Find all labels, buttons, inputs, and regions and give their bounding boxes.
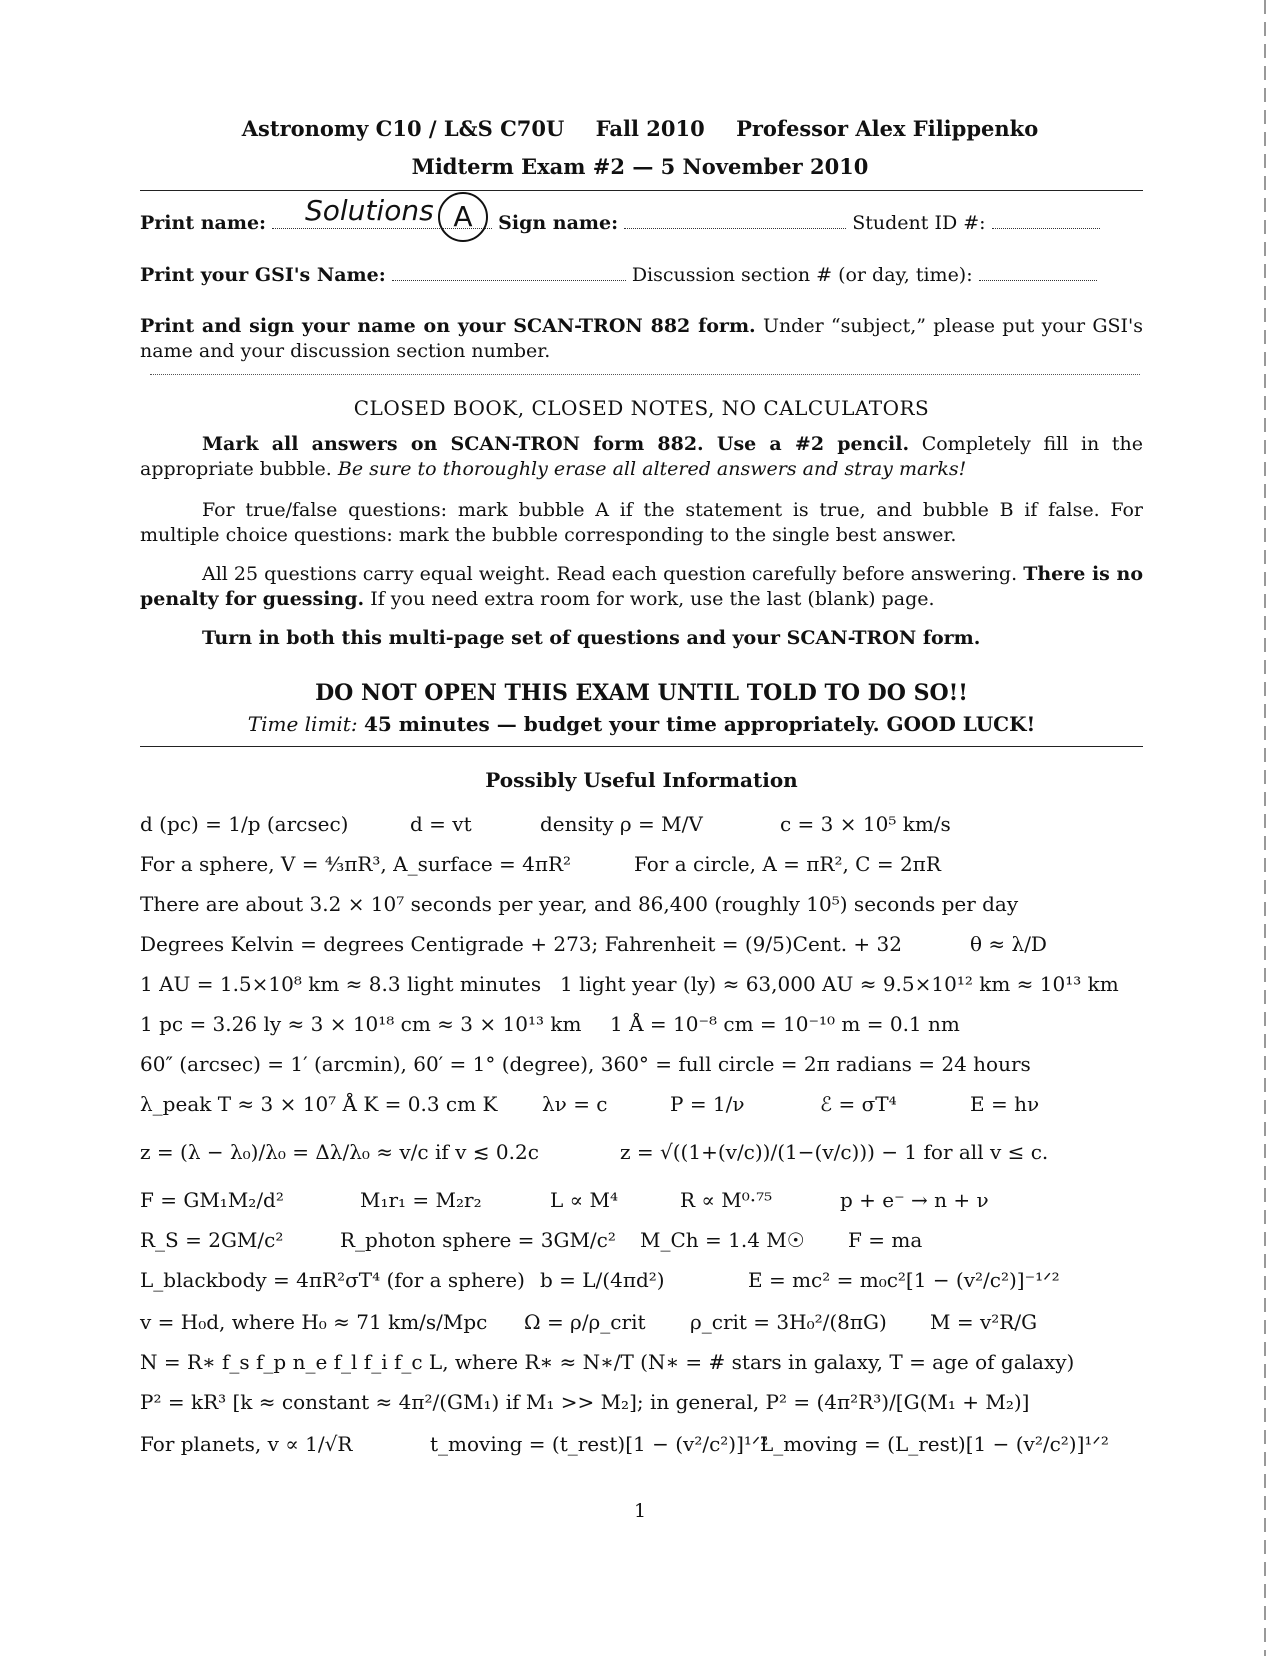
- section-field[interactable]: [979, 264, 1097, 281]
- eq: 1 Å = 10⁻⁸ cm = 10⁻¹⁰ m = 0.1 nm: [610, 1012, 960, 1036]
- weight-b: If you need extra room for work, use the last (blank) page.: [370, 588, 935, 610]
- eq: λ_peak T ≈ 3 × 10⁷ Å K = 0.3 cm K: [140, 1092, 498, 1116]
- eq: M_Ch = 1.4 M☉: [640, 1228, 805, 1252]
- scantron-instruction: [140, 314, 1143, 364]
- eq: L ∝ M⁴: [550, 1188, 619, 1212]
- sign-name-label: Sign name:: [498, 212, 619, 234]
- true-false-instruction: [140, 498, 1143, 548]
- do-not-open-warning: DO NOT OPEN THIS EXAM UNTIL TOLD TO DO SO!!: [315, 680, 968, 706]
- eq: 1 pc = 3.26 ly ≈ 3 × 10¹⁸ cm ≈ 3 × 10¹³ km: [140, 1012, 582, 1036]
- eq: L_moving = (L_rest)[1 − (v²/c²)]¹ᐟ²: [760, 1432, 1109, 1456]
- eq: t_moving = (t_rest)[1 − (v²/c²)]¹ᐟ²: [430, 1432, 769, 1456]
- mark-instruction: [140, 432, 1143, 482]
- eq: z = (λ − λ₀)/λ₀ = Δλ/λ₀ ≈ v/c if v ≲ 0.2c: [140, 1140, 539, 1164]
- eq: For a sphere, V = ⁴⁄₃πR³, A_surface = 4πR²: [140, 852, 572, 876]
- student-id-field[interactable]: [992, 212, 1100, 229]
- mark-italic: Be sure to thoroughly erase all altered answers and stray marks!: [337, 458, 967, 480]
- eq: F = ma: [848, 1228, 923, 1252]
- closed-book-notice: CLOSED BOOK, CLOSED NOTES, NO CALCULATORS: [353, 396, 930, 420]
- eq: θ ≈ λ/D: [970, 932, 1047, 956]
- eq: R_S = 2GM/c²: [140, 1228, 284, 1252]
- eq: E = hν: [970, 1092, 1040, 1116]
- eq: v = H₀d, where H₀ ≈ 71 km/s/Mpc: [140, 1310, 488, 1334]
- scantron-bold: Print and sign your name on your SCAN-TRON 882 form.: [140, 315, 756, 337]
- sign-name-field[interactable]: [624, 212, 846, 229]
- useful-info-title: Possibly Useful Information: [485, 768, 798, 792]
- professor: Professor Alex Filippenko: [736, 116, 1039, 141]
- eq: 60″ (arcsec) = 1′ (arcmin), 60′ = 1° (degree), 360° = full circle = 2π radians = 24 hours: [140, 1052, 1031, 1076]
- student-id-label: Student ID #:: [852, 212, 986, 234]
- print-name-label: Print name:: [140, 212, 267, 234]
- eq: M₁r₁ = M₂r₂: [360, 1188, 482, 1212]
- handwritten-name: Solutions: [305, 194, 434, 227]
- course-name: Astronomy C10 / L&S C70U: [241, 116, 565, 141]
- term: Fall 2010: [595, 116, 705, 141]
- eq: λν = c: [542, 1092, 608, 1116]
- mark-bold: Mark all answers on SCAN-TRON form 882. Use a #2 pencil.: [202, 433, 910, 455]
- course-header: [140, 116, 1140, 141]
- section-label: Discussion section # (or day, time):: [631, 264, 973, 286]
- eq: L_blackbody = 4πR²σT⁴ (for a sphere): [140, 1268, 525, 1292]
- eq: P² = kR³ [k ≈ constant ≈ 4π²/(GM₁) if M₁ >> M₂]; in general, P² = (4π²R³)/[G(M₁ + M₂)]: [140, 1390, 1030, 1414]
- weight-bold: There is no penalty for guessing.: [140, 563, 1143, 610]
- divider: [140, 746, 1143, 747]
- scan-edge-marks: [1264, 0, 1266, 1656]
- time-limit-label: Time limit:: [247, 712, 358, 736]
- dotted-divider: [150, 374, 1140, 375]
- eq: 1 light year (ly) ≈ 63,000 AU ≈ 9.5×10¹² km ≈ 10¹³ km: [560, 972, 1119, 996]
- time-limit-rest: 45 minutes — budget your time appropriately. GOOD LUCK!: [363, 712, 1036, 736]
- eq: ℰ = σT⁴: [820, 1092, 897, 1116]
- eq: 1 AU = 1.5×10⁸ km ≈ 8.3 light minutes: [140, 972, 542, 996]
- eq: F = GM₁M₂/d²: [140, 1188, 284, 1212]
- eq: ρ_crit = 3H₀²/(8πG): [690, 1310, 887, 1334]
- eq: There are about 3.2 × 10⁷ seconds per year, and 86,400 (roughly 10⁵) seconds per day: [140, 892, 1019, 916]
- divider: [140, 190, 1143, 191]
- tf-text: For true/false questions: mark bubble A if the statement is true, and bubble B if false. For multiple choice questions: mark the bubble corresponding to the single best answer.: [140, 499, 1143, 546]
- mark-rest: Completely fill in the appropriate bubble.: [140, 433, 1143, 480]
- eq: Ω = ρ/ρ_crit: [524, 1310, 646, 1334]
- eq: R_photon sphere = 3GM/c²: [340, 1228, 616, 1252]
- gsi-field[interactable]: [392, 264, 626, 281]
- eq: N = R∗ f_s f_p n_e f_l f_i f_c L, where R∗ ≈ N∗/T (N∗ = # stars in galaxy, T = age of galaxy): [140, 1350, 1075, 1374]
- weight-a: All 25 questions carry equal weight. Read each question carefully before answering.: [202, 563, 1018, 585]
- eq: M = v²R/G: [930, 1310, 1038, 1334]
- eq: Degrees Kelvin = degrees Centigrade + 273; Fahrenheit = (9/5)Cent. + 32: [140, 932, 902, 956]
- turn-in-instruction: [140, 626, 1143, 651]
- weight-instruction: [140, 562, 1143, 612]
- eq: R ∝ M⁰·⁷⁵: [680, 1188, 773, 1212]
- turn-in-text: Turn in both this multi-page set of questions and your SCAN-TRON form.: [202, 627, 981, 649]
- eq: b = L/(4πd²): [540, 1268, 665, 1292]
- scantron-rest: Under “subject,” please put your GSI's name and your discussion section number.: [140, 315, 1143, 362]
- eq: density ρ = M/V: [540, 812, 703, 836]
- eq: For planets, v ∝ 1/√R: [140, 1432, 353, 1456]
- eq: p + e⁻ → n + ν: [840, 1188, 989, 1212]
- name-row: [140, 212, 1143, 234]
- eq: For a circle, A = πR², C = 2πR: [634, 852, 941, 876]
- exam-title: Midterm Exam #2 — 5 November 2010: [411, 154, 869, 179]
- eq: d (pc) = 1/p (arcsec): [140, 812, 349, 836]
- eq: c = 3 × 10⁵ km/s: [780, 812, 951, 836]
- time-limit: [140, 712, 1143, 736]
- gsi-label: Print your GSI's Name:: [140, 264, 386, 286]
- eq: E = mc² = m₀c²[1 − (v²/c²)]⁻¹ᐟ²: [748, 1268, 1060, 1292]
- eq: z = √((1+(v/c))/(1−(v/c))) − 1 for all v ≤ c.: [620, 1140, 1049, 1164]
- gsi-row: [140, 264, 1143, 286]
- eq: P = 1/ν: [670, 1092, 745, 1116]
- page-number: 1: [633, 1500, 647, 1522]
- eq: d = vt: [410, 812, 472, 836]
- handwritten-version-circle: A: [438, 192, 488, 242]
